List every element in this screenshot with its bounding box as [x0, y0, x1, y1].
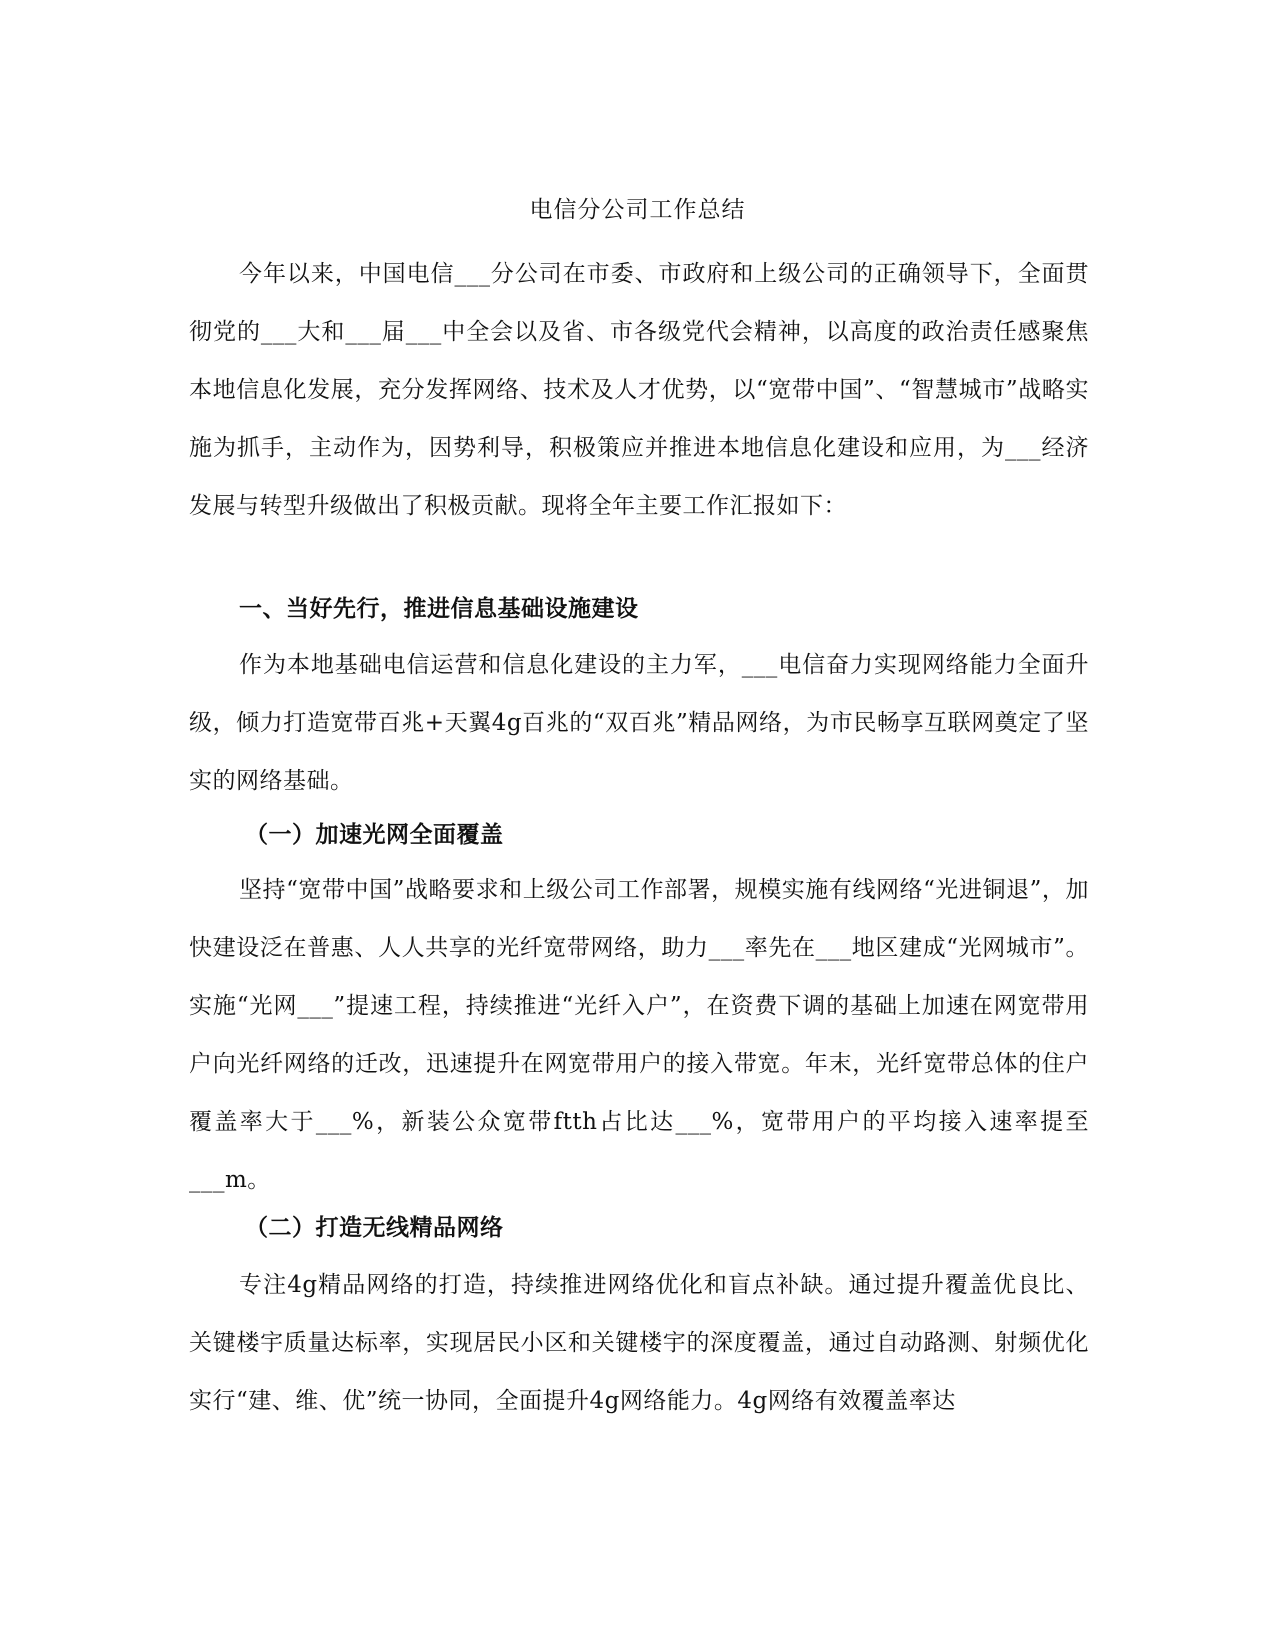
document-title: 电信分公司工作总结 [529, 197, 746, 223]
subsection-1-paragraph: 坚持“宽带中国”战略要求和上级公司工作部署，规模实施有线网络“光进铜退”，加快建设泛在普惠、人人共享的光纤宽带网络，助力___率先在___地区建成“光网城市”。实施“光网___”提速工程，持续推进“光纤入户”，在资费下调的基础上加速在网宽带用户向光纤网络的迁改，迅速提升在网宽带用户的接入带宽。年末，光纤宽带总体的住户覆盖率大于___%，新装公众宽带ftth占比达___%，宽带用户的平均接入速率提至___m。 [189, 877, 1089, 1193]
section-1-paragraph: 作为本地基础电信运营和信息化建设的主力军，___电信奋力实现网络能力全面升级，倾力打造宽带百兆+天翼4g百兆的“双百兆”精品网络，为市民畅享互联网奠定了坚实的网络基础。 [189, 652, 1089, 794]
intro-paragraph: 今年以来，中国电信___分公司在市委、市政府和上级公司的正确领导下，全面贯彻党的___大和___届___中全会以及省、市各级党代会精神，以高度的政治责任感聚焦本地信息化发展，充分发挥网络、技术及人才优势，以“宽带中国”、“智慧城市”战略实施为抓手，主动作为，因势利导，积极策应并推进本地信息化建设和应用，为___经济发展与转型升级做出了积极贡献。现将全年主要工作汇报如下： [189, 261, 1089, 519]
subsection-heading-2: （二）打造无线精品网络 [245, 1214, 504, 1241]
subsection-heading-1: （一）加速光网全面覆盖 [245, 821, 504, 848]
section-heading-1: 一、当好先行，推进信息基础设施建设 [239, 595, 639, 622]
subsection-2-paragraph: 专注4g精品网络的打造，持续推进网络优化和盲点补缺。通过提升覆盖优良比、关键楼宇质量达标率，实现居民小区和关键楼宇的深度覆盖，通过自动路测、射频优化实行“建、维、优”统一协同，全面提升4g网络能力。4g网络有效覆盖率达 [189, 1272, 1089, 1414]
